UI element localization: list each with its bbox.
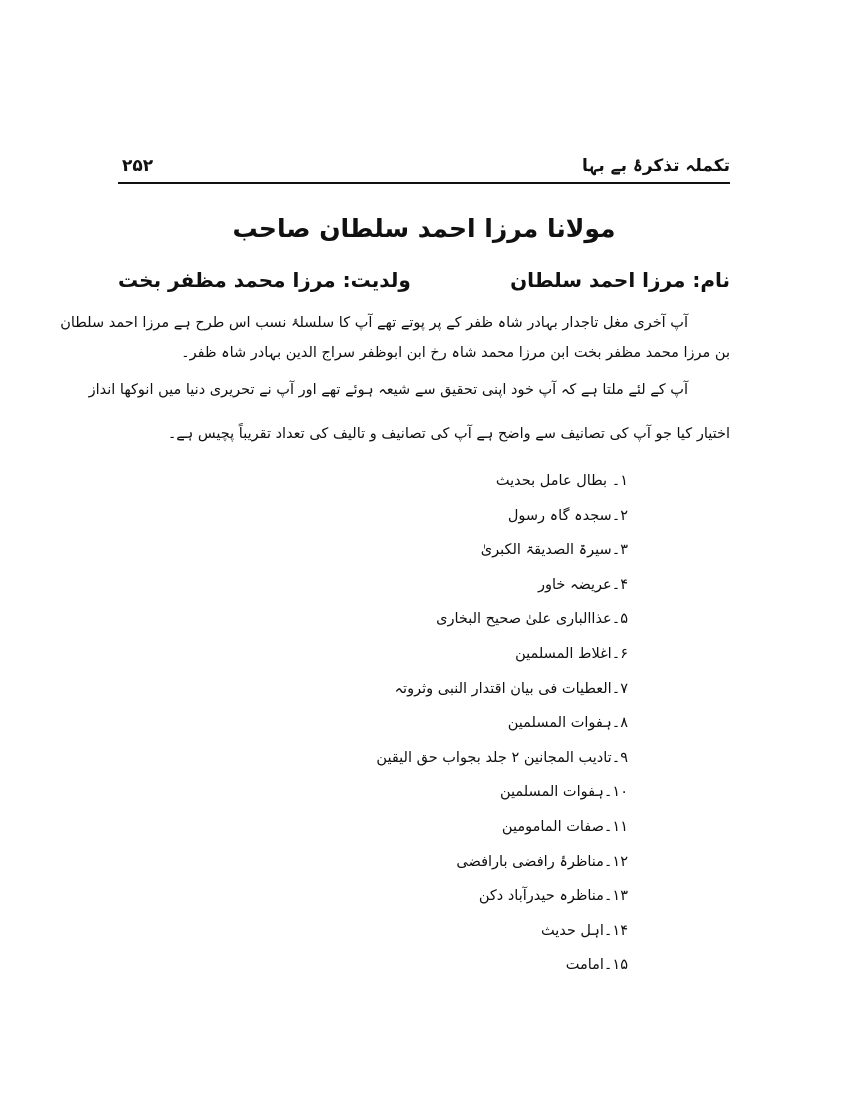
page-header bbox=[118, 152, 730, 184]
paragraph-line: بن مرزا محمد مظفر بخت ابن مرزا محمد شاہ رخ ابن ابوظفر سراج الدین بہادر شاہ ظفر۔ bbox=[181, 345, 730, 361]
book-list bbox=[376, 464, 628, 983]
running-book-title: تکملہ تذکرۂ بے بہا bbox=[581, 156, 730, 176]
book-item: ۴۔عریضہ خاور bbox=[537, 576, 628, 593]
book-item: ۹۔تادیب المجانین ۲ جلد بجواب حق الیقین bbox=[376, 749, 628, 766]
book-item: ۱۳۔مناظرہ حیدرآباد دکن bbox=[478, 888, 628, 905]
book-item: ۱۰۔ہفوات المسلمین bbox=[499, 784, 628, 801]
page-number: ۲۵۲ bbox=[122, 156, 154, 176]
book-item: ۱۲۔مناظرۂ رافضی بارافضی bbox=[456, 853, 628, 870]
book-item: ۵۔عذاالباری علیٰ صحیح البخاری bbox=[436, 611, 628, 628]
paragraph-line: اختیار کیا جو آپ کی تصانیف سے واضح ہے آپ کی تصانیف و تالیف کی تعداد تقریباً پچیس ہے۔ bbox=[167, 426, 730, 442]
book-item: ۲۔سجدہ گاہ رسول bbox=[507, 507, 628, 524]
book-item: ۳۔سیرۃ الصدیقۃ الکبریٰ bbox=[480, 542, 628, 559]
book-item: ۶۔اغلاط المسلمین bbox=[515, 645, 628, 662]
book-item: ۱۵۔امامت bbox=[565, 957, 628, 974]
book-item: ۱۴۔اہل حدیث bbox=[540, 922, 628, 939]
father-name: ولدیت: مرزا محمد مظفر بخت bbox=[118, 268, 411, 292]
paragraph-line: آپ آخری مغل تاجدار بہادر شاہ ظفر کے پر پوتے تھے آپ کا سلسلۂ نسب اس طرح ہے مرزا احمد سلطان bbox=[60, 315, 688, 331]
page-title: مولانا مرزا احمد سلطان صاحب bbox=[232, 214, 616, 243]
book-item: ۸۔ہفوات المسلمین bbox=[507, 715, 628, 732]
paragraph-line: آپ کے لئے ملتا ہے کہ آپ خود اپنی تحقیق سے شیعہ ہوئے تھے اور آپ نے تحریری دنیا میں انوکھا انداز bbox=[88, 382, 688, 398]
person-name: نام: مرزا احمد سلطان bbox=[510, 268, 730, 292]
book-item: ۷۔العطیات فی بیان اقتدار النبی وثروتہ bbox=[394, 680, 628, 697]
book-item: ۱۔ بطال عامل بحدیث bbox=[495, 473, 628, 489]
book-item: ۱۱۔صفات المامومین bbox=[501, 818, 628, 835]
